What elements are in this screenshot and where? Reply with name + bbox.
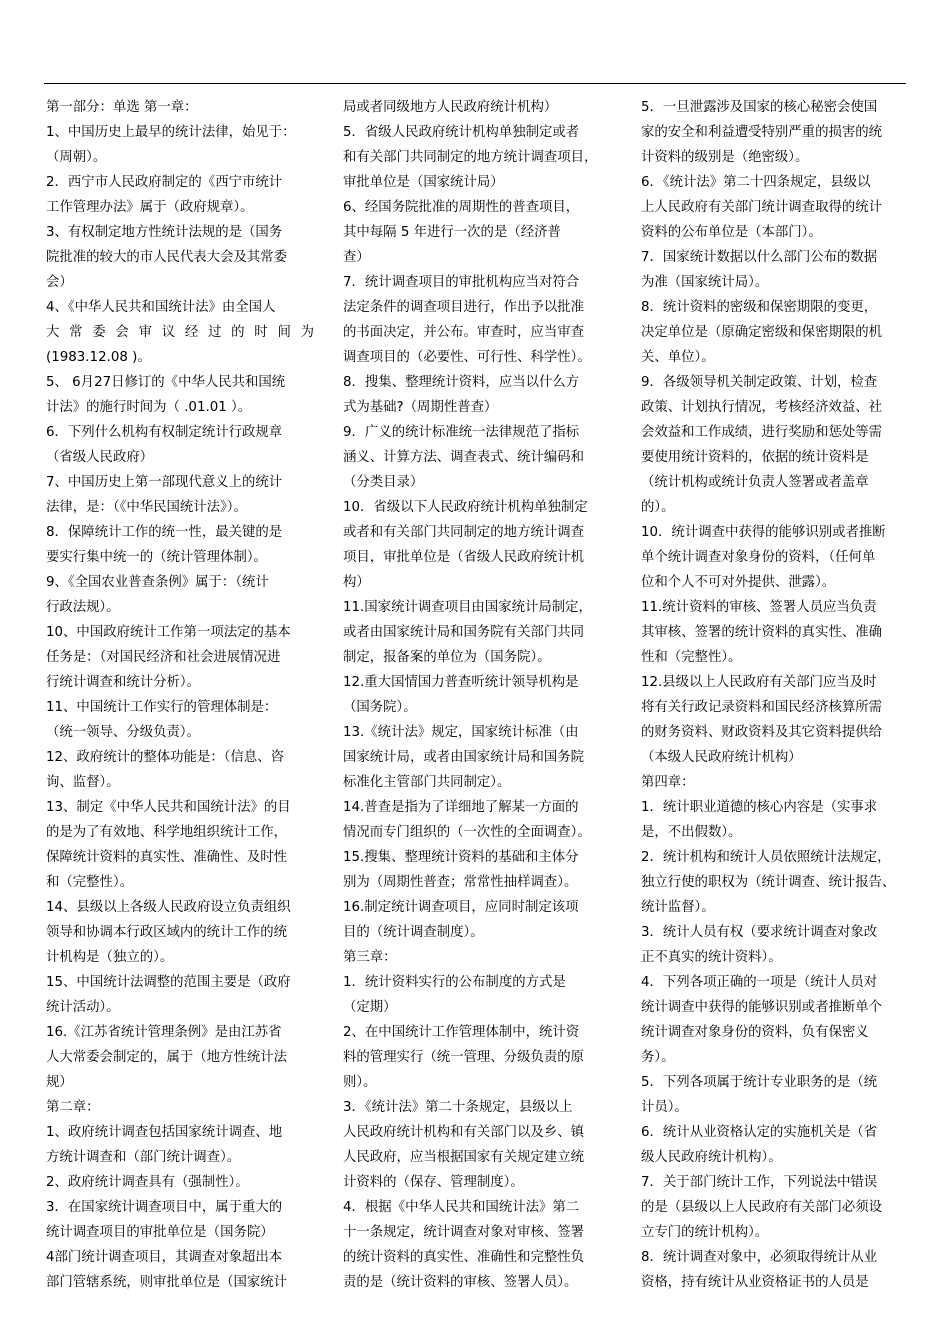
- text-line: 计员）。: [641, 1100, 688, 1115]
- text-line: 方统计调查和（部门统计调查）。: [46, 1150, 241, 1165]
- text-line: 人民政府，应当根据国家有关规定建立统: [343, 1150, 585, 1165]
- text-line: 第一部分：单选 第一章：: [46, 100, 198, 115]
- text-line: 大 常 委 会 审 议 经 过 的 时 间 为: [46, 325, 314, 340]
- text-line: 性和（完整性）。: [641, 650, 742, 665]
- text-line: 计机构是（独立的）。: [46, 950, 174, 965]
- text-line: 5．一旦泄露涉及国家的核心秘密会使国: [641, 100, 878, 115]
- text-line: （统一领导、分级负责）。: [46, 725, 200, 740]
- text-line: 院批准的较大的市人民代表大会及其常委: [46, 250, 288, 265]
- text-line: 责的是（统计资料的审核、签署人员）。: [343, 1275, 578, 1290]
- text-line: 构）: [343, 575, 370, 590]
- text-line: 法律，是：（《中华民国统计法》）。: [46, 500, 247, 515]
- text-line: 计资料的级别是（绝密级）。: [641, 150, 809, 165]
- text-line: 计资料的（保存、管理制度）。: [343, 1175, 524, 1190]
- text-line: 11.国家统计调查项目由国家统计局制定，: [343, 600, 592, 615]
- text-line: 或者和有关部门共同制定的地方统计调查: [343, 525, 585, 540]
- text-line: 13、制定《中华人民共和国统计法》的目: [46, 800, 291, 815]
- text-line: 8．统计资料的密级和保密期限的变更，: [641, 300, 878, 315]
- text-line: 8．统计调查对象中，必须取得统计从业: [641, 1250, 878, 1265]
- text-line: 领导和协调本行政区域内的统计工作的统: [46, 925, 288, 940]
- text-line: 工作管理办法》属于（政府规章）。: [46, 200, 254, 215]
- text-line: 任务是：（对国民经济和社会进展情况进: [46, 650, 281, 665]
- text-line: 询、监督）。: [46, 775, 120, 790]
- text-line: 审批单位是（国家统计局）: [343, 175, 504, 190]
- text-line: 15.搜集、整理统计资料的基础和主体分: [343, 850, 579, 865]
- text-line: 2、政府统计调查具有（强制性）。: [46, 1175, 249, 1190]
- text-line: 情况而专门组织的（一次性的全面调查）。: [343, 825, 591, 840]
- column-right: [641, 95, 909, 1295]
- text-line: 会）: [46, 275, 73, 290]
- text-line: (1983.12.08 )。: [46, 350, 151, 365]
- text-line: （分类目录）: [343, 475, 424, 490]
- text-line: 计法》的施行时间为（ .01.01 ）。: [46, 400, 252, 415]
- text-line: 5．下列各项属于统计专业职务的是（统: [641, 1075, 878, 1090]
- text-line: 人民政府统计机构和有关部门以及乡、镇: [343, 1125, 585, 1140]
- text-line: 要使用统计资料的，依据的统计资料是: [641, 450, 869, 465]
- text-line: 11、中国统计工作实行的管理体制是：: [46, 700, 278, 715]
- text-line: 涵义、计算方法、调查表式、统计编码和: [343, 450, 585, 465]
- text-line: 资格，持有统计从业资格证书的人员是: [641, 1275, 869, 1290]
- text-line: 3、有权制定地方性统计法规的是（国务: [46, 225, 283, 240]
- text-line: 5、 6月27日修订的《中华人民共和国统: [46, 375, 286, 390]
- text-line: 8．保障统计工作的统一性，最关键的是: [46, 525, 283, 540]
- text-line: 12、政府统计的整体功能是：（信息、咨: [46, 750, 284, 765]
- text-line: 式为基础?（周期性普查）: [343, 400, 498, 415]
- text-line: 则）。: [343, 1075, 377, 1090]
- text-line: 部门管辖系统，则审批单位是（国家统计: [46, 1275, 288, 1290]
- text-line: 统计调查中获得的能够识别或者推断单个: [641, 1000, 883, 1015]
- text-line: 的书面决定，并公布。审查时，应当审查: [343, 325, 585, 340]
- text-line: 人大常委会制定的，属于（地方性统计法: [46, 1050, 288, 1065]
- text-line: 统计活动）。: [46, 1000, 120, 1015]
- text-line: 13.《统计法》规定，国家统计标准（由: [343, 725, 579, 740]
- text-line: 9．广义的统计标准统一法律规范了指标: [343, 425, 580, 440]
- text-line: 1．统计资料实行的公布制度的方式是: [343, 975, 566, 990]
- text-line: 规）: [46, 1075, 73, 1090]
- text-line: 其中每隔 5 年进行一次的是（经济普: [343, 225, 561, 240]
- text-line: 局或者同级地方人民政府统计机构）: [343, 100, 558, 115]
- text-line: 将有关行政记录资料和国民经济核算所需: [641, 700, 883, 715]
- text-line: （本级人民政府统计机构）: [641, 750, 802, 765]
- text-line: 16.制定统计调查项目，应同时制定该项: [343, 900, 579, 915]
- text-line: 4．下列各项正确的一项是（统计人员对: [641, 975, 878, 990]
- text-line: 独立行使的职权为（统计调查、统计报告、: [641, 875, 896, 890]
- text-line: 7．国家统计数据以什么部门公布的数据: [641, 250, 878, 265]
- text-line: 第三章：: [343, 950, 397, 965]
- text-line: 1．统计职业道德的核心内容是（实事求: [641, 800, 878, 815]
- text-line: 或者由国家统计局和国务院有关部门共同: [343, 625, 585, 640]
- text-line: 会效益和工作成绩，进行奖励和惩处等需: [641, 425, 883, 440]
- text-line: 9．各级领导机关制定政策、计划，检查: [641, 375, 878, 390]
- text-line: 的是（县级以上人民政府有关部门必须设: [641, 1200, 883, 1215]
- text-line: 10．统计调查中获得的能够识别或者推断: [641, 525, 886, 540]
- text-line: 的统计资料的真实性、准确性和完整性负: [343, 1250, 585, 1265]
- text-line: 上人民政府有关部门统计调查取得的统计: [641, 200, 883, 215]
- text-line: 目的（统计调查制度）。: [343, 925, 484, 940]
- text-line: 调查项目的（必要性、可行性、科学性）。: [343, 350, 591, 365]
- text-line: 国家统计局，或者由国家统计局和国务院: [343, 750, 585, 765]
- text-line: 2．西宁市人民政府制定的《西宁市统计: [46, 175, 283, 190]
- text-line: 10、中国政府统计工作第一项法定的基本: [46, 625, 291, 640]
- text-line: 12.县级以上人民政府有关部门应当及时: [641, 675, 877, 690]
- text-line: 和（完整性）。: [46, 875, 134, 890]
- text-line: 9、《全国农业普查条例》属于：（统计: [46, 575, 269, 590]
- text-line: 的是为了有效地、科学地组织统计工作，: [46, 825, 288, 840]
- text-line: 统计监督）。: [641, 900, 715, 915]
- text-line: 保障统计资料的真实性、准确性、及时性: [46, 850, 288, 865]
- text-line: 标准化主管部门共同制定）。: [343, 775, 511, 790]
- text-line: 务）。: [641, 1050, 675, 1065]
- text-line: 1、政府统计调查包括国家统计调查、地: [46, 1125, 283, 1140]
- text-line: 7．统计调查项目的审批机构应当对符合: [343, 275, 580, 290]
- text-line: 其审核、签署的统计资料的真实性、准确: [641, 625, 883, 640]
- text-line: 法定条件的调查项目进行，作出予以批准: [343, 300, 585, 315]
- text-line: （定期）: [343, 1000, 397, 1015]
- text-line: 正不真实的统计资料）。: [641, 950, 782, 965]
- text-line: 级人民政府统计机构）。: [641, 1150, 782, 1165]
- column-left: [46, 95, 314, 1295]
- text-line: 15、中国统计法调整的范围主要是（政府: [46, 975, 291, 990]
- text-line: 3．在国家统计调查项目中，属于重大的: [46, 1200, 283, 1215]
- text-line: 项目，审批单位是（省级人民政府统计机: [343, 550, 585, 565]
- text-line: 资料的公布单位是（本部门）。: [641, 225, 822, 240]
- text-line: 立专门的统计机构）。: [641, 1225, 769, 1240]
- column-middle: [343, 95, 617, 1295]
- text-line: 2、在中国统计工作管理体制中，统计资: [343, 1025, 580, 1040]
- text-line: 11.统计资料的审核、签署人员应当负责: [641, 600, 877, 615]
- text-line: 2．统计机构和统计人员依照统计法规定，: [641, 850, 891, 865]
- text-line: 12.重大国情国力普查听统计领导机构是: [343, 675, 579, 690]
- text-line: 决定单位是（原确定密级和保密期限的机: [641, 325, 883, 340]
- text-line: 4、《中华人民共和国统计法》由全国人: [46, 300, 276, 315]
- text-line: 为准（国家统计局）。: [641, 275, 769, 290]
- text-line: 第二章：: [46, 1100, 100, 1115]
- header-rule: [44, 83, 906, 84]
- text-line: 查）: [343, 250, 370, 265]
- text-line: 4．根据《中华人民共和国统计法》第二: [343, 1200, 580, 1215]
- text-line: 6、经国务院批准的周期性的普查项目，: [343, 200, 580, 215]
- text-line: 6．《统计法》第二十四条规定，县级以: [641, 175, 871, 190]
- text-line: 14、县级以上各级人民政府设立负责组织: [46, 900, 291, 915]
- text-line: 7、中国历史上第一部现代意义上的统计: [46, 475, 283, 490]
- text-line: 统计调查对象身份的资料，负有保密义: [641, 1025, 869, 1040]
- text-line: 8．搜集、整理统计资料，应当以什么方: [343, 375, 580, 390]
- text-line: 16.《江苏省统计管理条例》是由江苏省: [46, 1025, 282, 1040]
- text-line: 1、中国历史上最早的统计法律，始见于：: [46, 125, 296, 140]
- text-line: 6．统计从业资格认定的实施机关是（省: [641, 1125, 878, 1140]
- text-line: 行统计调查和统计分析）。: [46, 675, 200, 690]
- text-line: 7．关于部门统计工作，下列说法中错误: [641, 1175, 878, 1190]
- text-line: 要实行集中统一的（统计管理体制）。: [46, 550, 267, 565]
- text-line: 和有关部门共同制定的地方统计调查项目，: [343, 150, 598, 165]
- text-line: 3．《统计法》第二十条规定，县级以上: [343, 1100, 573, 1115]
- text-line: 别为（周期性普查；常常性抽样调查）。: [343, 875, 578, 890]
- text-line: （周朝）。: [46, 150, 107, 165]
- text-line: 制定，报备案的单位为（国务院）。: [343, 650, 551, 665]
- text-line: （国务院）。: [343, 700, 417, 715]
- text-line: 10．省级以下人民政府统计机构单独制定: [343, 500, 588, 515]
- text-line: 4部门统计调查项目，其调查对象超出本: [46, 1250, 283, 1265]
- text-line: 料的管理实行（统一管理、分级负责的原: [343, 1050, 585, 1065]
- text-line: 位和个人不可对外提供、泄露）。: [641, 575, 836, 590]
- text-line: 家的安全和利益遭受特别严重的损害的统: [641, 125, 883, 140]
- text-line: 十一条规定，统计调查对象对审核、签署: [343, 1225, 585, 1240]
- text-line: 14.普查是指为了详细地了解某一方面的: [343, 800, 579, 815]
- text-line: 关、单位）。: [641, 350, 715, 365]
- text-line: 单个统计调查对象身份的资料，（任何单: [641, 550, 876, 565]
- text-line: 行政法规）。: [46, 600, 120, 615]
- text-line: 6．下列什么机构有权制定统计行政规章: [46, 425, 283, 440]
- text-line: 统计调查项目的审批单位是（国务院）: [46, 1225, 274, 1240]
- text-line: 的财务资料、财政资料及其它资料提供给: [641, 725, 883, 740]
- text-line: 3．统计人员有权（要求统计调查对象改: [641, 925, 878, 940]
- text-line: 是，不出假数）。: [641, 825, 742, 840]
- text-line: 第四章：: [641, 775, 695, 790]
- text-line: （统计机构或统计负责人签署或者盖章: [641, 475, 869, 490]
- text-line: 的）。: [641, 500, 675, 515]
- text-line: 政策、计划执行情况，考核经济效益、社: [641, 400, 883, 415]
- text-line: （省级人民政府）: [46, 450, 154, 465]
- text-line: 5．省级人民政府统计机构单独制定或者: [343, 125, 580, 140]
